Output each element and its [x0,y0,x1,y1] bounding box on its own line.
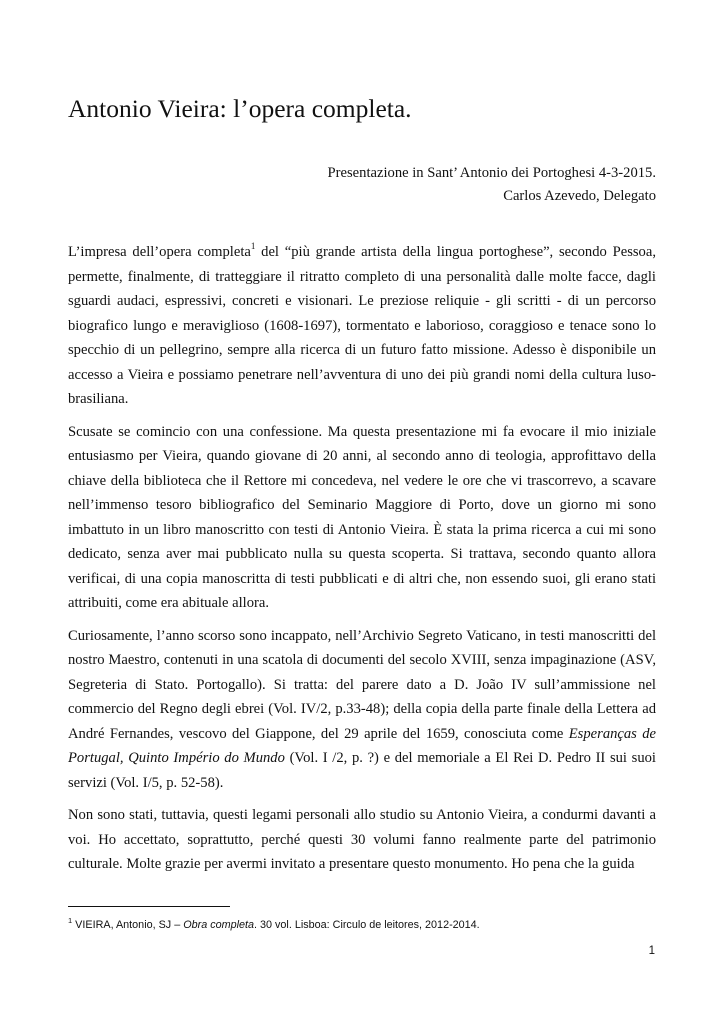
paragraph-3-italic-title: Esperanças de Portugal, Quinto Império do Mundo [68,725,656,766]
footnote-italic-title: Obra completa [183,919,255,931]
footnote-text-b: . 30 vol. Lisboa: Circulo de leitores, 2012-2014. [254,919,480,931]
footnote-separator [68,906,230,907]
footnote [68,918,668,932]
paragraph-1-text-a: L’impresa dell’opera completa [68,244,251,260]
document-body [68,240,656,885]
paragraph-3 [68,624,656,796]
footnote-text-a: VIEIRA, Antonio, SJ – [72,919,184,931]
footnote-marker: 1 [68,916,73,925]
page-number: 1 [648,945,655,957]
paragraph-1-text-b: del “più grande artista della lingua portoghese”, secondo Pessoa, permette, finalmente, di tratteggiare il ritratto completo di una personalità dalle molte facce, dagli sguardi audaci, espressivi, concreti e visionari. Le preziose reliquie - gli scritti - di un percorso biografico lungo e meraviglioso (1608-1697), tormentato e laborioso, coraggioso e tenace sono lo specchio di un pellegrino, sempre alla ricerca di un futuro fatto missione. Adesso è disponibile un accesso a Vieira e possiamo penetrare nell’avventura di uno dei più grandi nomi della cultura luso-brasiliana. [68,244,656,407]
paragraph-4: Non sono stati, tuttavia, questi legami personali allo studio su Antonio Vieira, a condurmi davanti a voi. Ho accettato, soprattutto, perché questi 30 volumi fanno realmente parte del patrimonio culturale. Molte grazie per avermi invitato a presentare questo monumento. Ho pena che la guida [68,807,656,872]
footnote-ref[interactable]: 1 [250,241,256,251]
document-title: Antonio Vieira: l’opera completa. [68,94,412,123]
presentation-line: Presentazione in Sant’ Antonio dei Portoghesi 4-3-2015. [327,165,656,181]
paragraph-1 [68,240,656,412]
paragraph-3-text-b: (Vol. I /2, p. ?) e del memoriale a El Rei D. Pedro II sui suoi servizi (Vol. I/5, p. 52-58). [68,750,656,791]
paragraph-2: Scusate se comincio con una confessione. Ma questa presentazione mi fa evocare il mio iniziale entusiasmo per Vieira, quando giovane di 20 anni, al secondo anno di teologia, approfittavo della chiave della biblioteca che il Rettore mi concedeva, nel vedere le ore che vi trascorrevo, a scavare nell’immenso tesoro bibliografico del Seminario Maggiore di Porto, dove un giorno mi sono imbattuto in un libro manoscritto con testi di Antonio Vieira. È stata la prima ricerca a cui mi sono dedicato, senza aver mai pubblicato nulla su questa scoperta. Si trattava, secondo quanto allora verificai, di una copia manoscritta di testi pubblicati e di altri che, non essendo suoi, gli erano stati attribuiti, come era abituale allora. [68,423,656,611]
paragraph-3-text-a: Curiosamente, l’anno scorso sono incappato, nell’Archivio Segreto Vaticano, in testi manoscritti del nostro Maestro, contenuti in una scatola di documenti del secolo XVIII, senza impaginazione (ASV, Segreteria di Stato. Portogallo). Si tratta: del parere dato a D. João IV sull’ammissione nel commercio del Regno degli ebrei (Vol. IV/2, p.33-48); della copia della parte finale della Lettera ad André Fernandes, vescovo del Giappone, del 29 aprile del 1659, conosciuta come [68,627,656,742]
author-line: Carlos Azevedo, Delegato [503,188,656,204]
